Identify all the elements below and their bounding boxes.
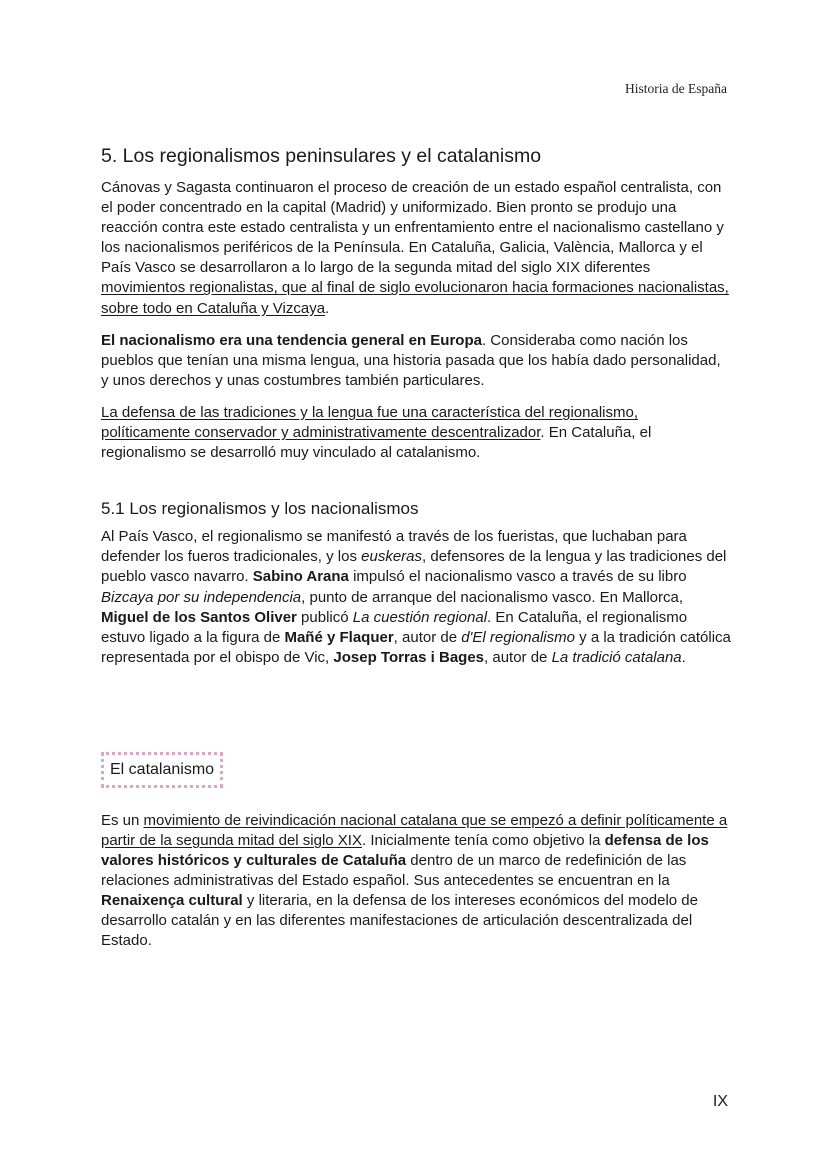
bold-text: El nacionalismo era una tendencia general en Europa [101,331,482,349]
paragraph-intro: Cánovas y Sagasta continuaron el proceso de creación de un estado español centralista, con el poder concentrado en la capital (Madrid) y uniformizado. Bien pronto se produjo una reacción contra este estado centralista y un enfrentamiento entre el nacionalismo castellano y los nacionalismos periféricos de la Península. En Cataluña, Galicia, València, Mallorca y el País Vasco se desarrollaron a lo largo de la segunda mitad del siglo XIX diferentes movimientos regionalistas, que al final de siglo evolucionaron hacia formaciones nacionalistas, sobre todo en Cataluña y Vizcaya. [101,179,729,317]
underlined-text: movimiento de reivindicación nacional catalana que se empezó a definir políticamente a partir de la segunda mitad del siglo XIX [101,811,728,849]
running-header: Historia de España [625,81,727,96]
underlined-text: movimientos regionalistas, que al final de siglo evolucionaron hacia formaciones nacionalistas, sobre todo en Cataluña y Vizcaya [101,279,729,317]
page-content [101,144,731,952]
underlined-text: La defensa de las tradiciones y la lengua fue una característica del regionalismo, políticamente conservador y administrativamente descentralizador [101,403,638,442]
paragraph-nationalism: El nacionalismo era una tendencia general en Europa. Consideraba como nación los pueblos que tenían una misma lengua, una historia pasada que los había dado personalidad, y unos derechos y unas costumbres también particulares. [101,331,721,389]
paragraph-catalanismo: Es un movimiento de reivindicación nacional catalana que se empezó a definir políticamente a partir de la segunda mitad del siglo XIX. Inicialmente tenía como objetivo la defensa de los valores históricos y culturales de Cataluña dentro de un marco de redefinición de las relaciones administrativas del Estado español. Sus antecedentes se encuentran en la Renaixença cultural y literaria, en la defensa de los intereses económicos del modelo de desarrollo catalán y en las diferentes manifestaciones de articulación descentralizada del Estado. [101,811,728,950]
subsection-title: 5.1 Los regionalismos y los nacionalismos [101,499,419,519]
catalanismo-heading-box: El catalanismo [101,752,223,788]
paragraph-regionalisms: Al País Vasco, el regionalismo se manifestó a través de los fueristas, que luchaban para defender los fueros tradicionales, y los euskeras, defensores de la lengua y las tradiciones del pueblo vasco navarro. Sabino Arana impulsó el nacionalismo vasco a través de su libro Bizcaya por su independencia, punto de arranque del nacionalismo vasco. En Mallorca, Miguel de los Santos Oliver publicó La cuestión regional. En Cataluña, el regionalismo estuvo ligado a la figura de Mañé y Flaquer, autor de d'El regionalismo y a la tradición católica representada por el obispo de Vic, Josep Torras i Bages, autor de La tradició catalana. [101,528,731,666]
paragraph-traditions: La defensa de las tradiciones y la lengua fue una característica del regionalismo, políticamente conservador y administrativamente descentralizador. En Cataluña, el regionalismo se desarrolló muy vinculado al catalanismo. [101,403,652,462]
section-title: 5. Los regionalismos peninsulares y el catalanismo [101,145,542,167]
page-number: IX [712,1093,728,1110]
